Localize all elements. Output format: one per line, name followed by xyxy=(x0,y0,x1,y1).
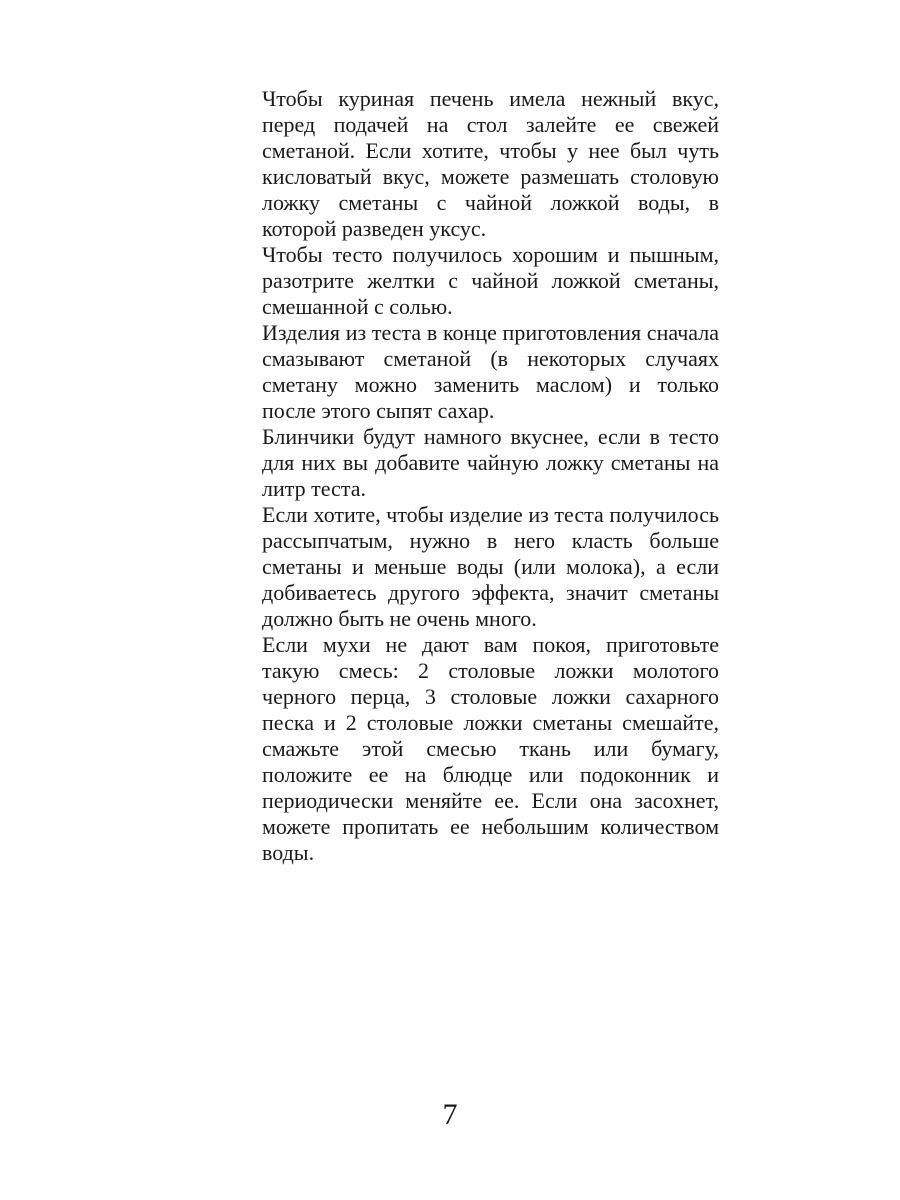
page-number: 7 xyxy=(442,1098,458,1131)
paragraph-fluffy-dough: Чтобы тесто получилось хорошим и пышным, разотрите желтки с чайной ложкой сметаны, смешанной с солью. xyxy=(262,242,719,319)
paragraph-pastry-glaze: Изделия из теста в конце приготовления сначала смазывают сметаной (в некоторых случаях сметану можно заменить маслом) и только после этого сыпят сахар. xyxy=(262,320,719,423)
paragraph-chicken-liver: Чтобы куриная печень имела нежный вкус, перед подачей на стол залейте ее свежей сметаной. Если хотите, чтобы у нее был чуть кисловатый вкус, можете размешать столовую ложку сметаны с чайной ложкой воды, в которой разведен уксус. xyxy=(262,86,719,241)
paragraph-crumbly-dough: Если хотите, чтобы изделие из теста получилось рассыпчатым, нужно в него класть больше сметаны и меньше воды (или молока), а если добиваетесь другого эффекта, значит сметаны должно быть не очень много. xyxy=(262,502,719,631)
body-text xyxy=(262,86,719,866)
paragraph-pancakes: Блинчики будут намного вкуснее, если в тесто для них вы добавите чайную ложку сметаны на литр теста. xyxy=(262,424,719,501)
paragraph-fly-remedy: Если мухи не дают вам покоя, приготовьте такую смесь: 2 столовые ложки молотого черного перца, 3 столовые ложки сахарного песка и 2 столовые ложки сметаны смешайте, смажьте этой смесью ткань или бумагу, положите ее на блюдце или подоконник и периодически меняйте ее. Если она засохнет, можете пропитать ее небольшим количеством воды. xyxy=(262,632,719,865)
